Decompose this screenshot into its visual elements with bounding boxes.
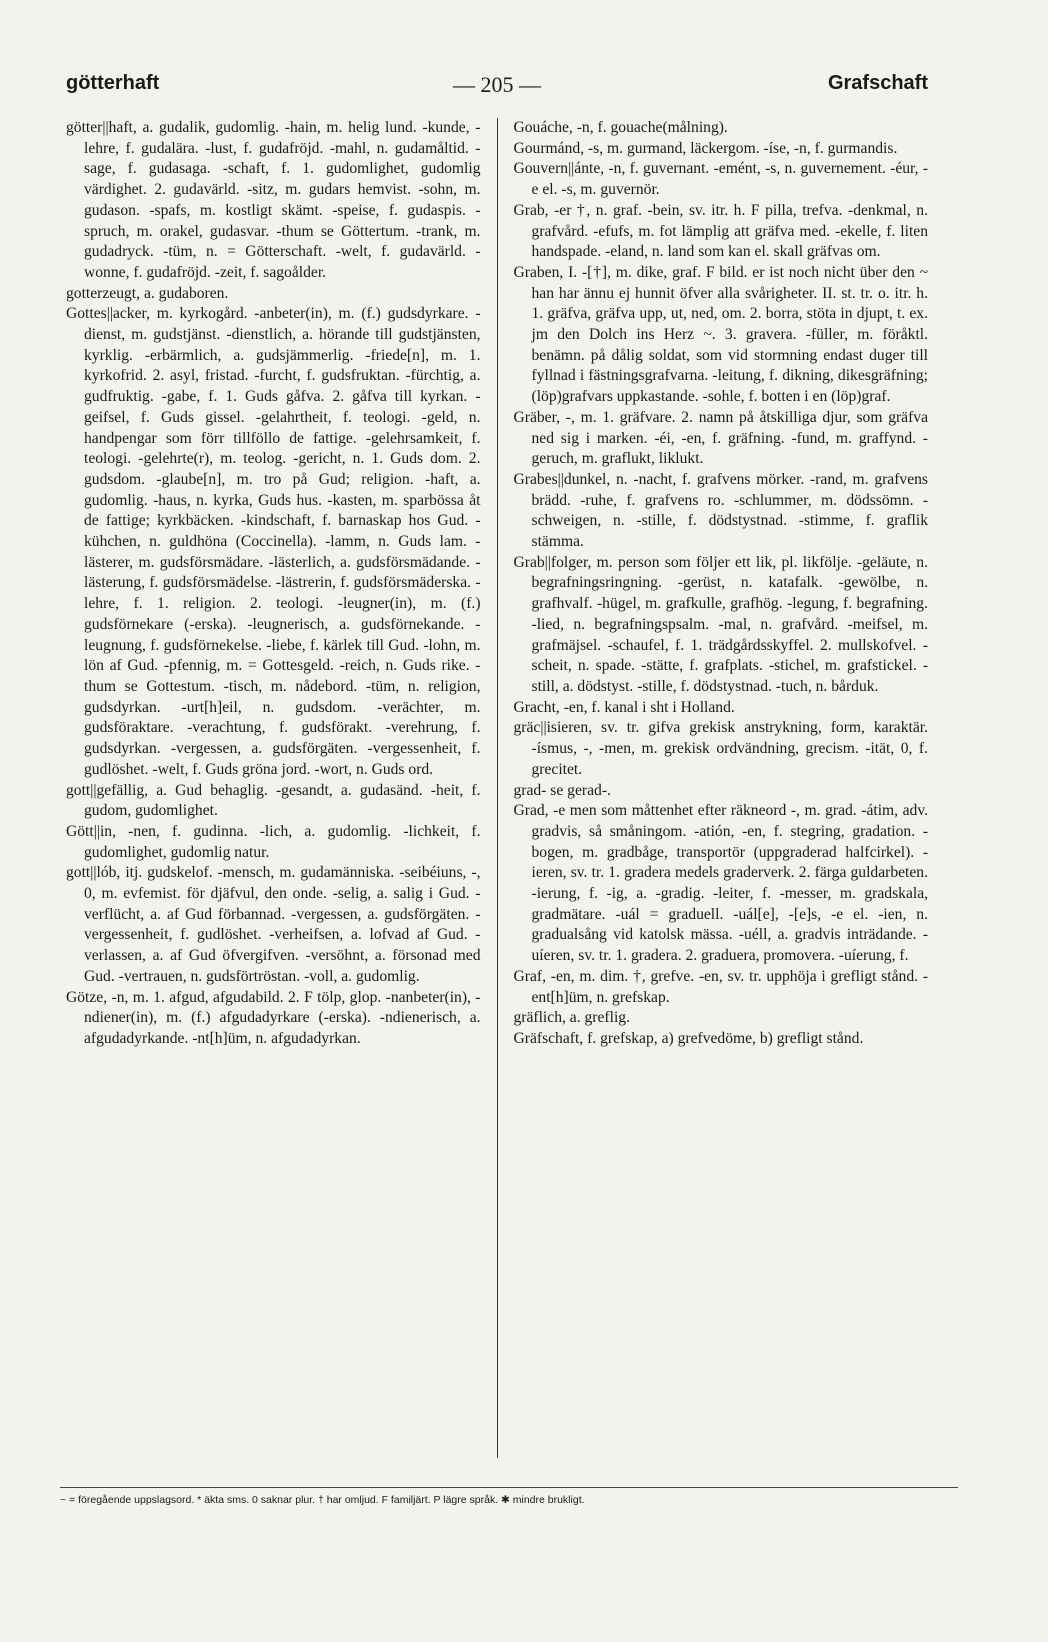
dictionary-entry: Gottes||acker, m. kyrkogård. -anbeter(in), m. (f.) gudsdyrkare. -dienst, m. gudstjänst. -dienstlich, a. hörande till gudstjänsten, kyrklig. -erbärmlich, a. gudsjämmerlig. -friede[n], m. 1. kyrkofrid. 2. asyl, fristad. -furcht, f. gudsfruktan. -fürchtig, a. gudfruktig. -gabe, f. 1. Guds gåfva. 2. gåfva till kyrkan. -geifsel, f. Guds gissel. -gelahrtheit, f. teologi. -geld, n. handpengar som förr tillföllo de fattige. -gelehrsamkeit, f. teologi. -gelehrte(r), m. teolog. -gericht, n. 1. Guds dom. 2. gudsdom. -glaube[n], m. tro på Gud; religion. -haft, a. gudomlig. -haus, n. kyrka, Guds hus. -kasten, m. sparbössa åt de fattige; kyrkbäcken. -kindschaft, f. barnaskap hos Gud. -kühchen, n. guldhöna (Coccinella). -lamm, n. Guds lam. -lästerer, m. gudsförsmädare. -lästerlich, a. gudsförsmädande. -lästerung, f. gudsförsmädelse. -lästrerin, f. gudsförsmäderska. -lehre, f. 1. religion. 2. teologi. -leugner(in), m. (f.) gudsförnekare (-erska). -leugnerisch, a. gudsförnekande. -leugnung, f. gudsförnekelse. -liebe, f. kärlek till Gud. -lohn, m. lön af Gud. -pfennig, m. = Gottesgeld. -reich, n. Guds rike. -thum se Gottestum. -tisch, m. nådebord. -tüm, n. religion, gudsdyrkan. -urt[h]eil, n. gudsdom. -verächter, m. gudsföraktare. -verachtung, f. gudsförakt. -verehrung, f. gudsdyrkan. -vergessen, a. gudsförgäten. -vergessenheit, f. gudlöshet. -welt, f. Guds gröna jord. -wort, n. Guds ord. bbox=[66, 305, 481, 778]
right-column bbox=[514, 118, 929, 1458]
dictionary-entry: Gött||in, -nen, f. gudinna. -lich, a. gudomlig. -lichkeit, f. gudomlighet, gudomlig natur. bbox=[66, 822, 481, 861]
dictionary-entry: Gräfschaft, f. grefskap, a) grefvedöme, b) grefligt stånd. bbox=[513, 1029, 864, 1047]
dictionary-entry: Gräber, -, m. 1. gräfvare. 2. namn på åtskilliga djur, som gräfva ned sig i marken. -éi, -en, f. gräfning. -fund, m. graffynd. -geruch, m. graflukt, liklukt. bbox=[513, 408, 929, 468]
dictionary-entry: Gourmánd, -s, m. gurmand, läckergom. -íse, -n, f. gurmandis. bbox=[513, 139, 898, 157]
header-left-guideword: götterhaft bbox=[66, 72, 160, 94]
dictionary-entry: Grad, -e men som måttenhet efter räkneord -, m. grad. -átim, adv. gradvis, så småningom. -atión, -en, f. stegring, gradation. -bogen, m. gradbåge, transportör (uppgraderad halfcirkel). -ieren, sv. tr. 1. gradera medels graderverk. 2. färga guldarbeten. -ierung, f. -ig, a. -gradig. -leiter, f. -messer, m. gradskala, gradmätare. -uál = graduell. -uál[e], -[e]s, -e el. -ien, n. gradualsång vid katolsk mässa. -uéll, a. gradvis inträdande. -uíeren, sv. tr. 1. gradera. 2. graduera, promovera. -uíerung, f. bbox=[513, 802, 929, 965]
dictionary-entry: gräflich, a. greflig. bbox=[513, 1009, 630, 1027]
dictionary-entry: Gouáche, -n, f. gouache(målning). bbox=[513, 119, 728, 136]
dictionary-entry: götter||haft, a. gudalik, gudomlig. -hain, m. helig lund. -kunde, -lehre, f. gudalära. -lust, f. gudafröjd. -mahl, n. gudamåltid. -sage, f. gudasaga. -schaft, f. 1. gudomlighet, gudomlig värdighet. 2. gudavärld. -sitz, m. gudars hemvist. -sohn, m. gudason. -spafs, m. kostligt skämt. -speise, f. gudaspis. -spruch, m. orakel, gudasvar. -thum se Göttertum. -trank, m. gudadryck. -tüm, n. = Götterschaft. -welt, f. gudavärld. -wonne, f. gudafröjd. -zeit, f. sagoålder. bbox=[66, 119, 481, 281]
dictionary-entry: grad- se gerad-. bbox=[513, 781, 611, 799]
dictionary-entry: gott||gefällig, a. Gud behaglig. -gesandt, a. gudasänd. -heit, f. gudom, gudomlighet. bbox=[66, 781, 481, 820]
dictionary-entry: Graf, -en, m. dim. †, grefve. -en, sv. tr. upphöja i grefligt stånd. -ent[h]üm, n. grefskap. bbox=[513, 967, 929, 1006]
text-columns bbox=[66, 118, 928, 1458]
column-divider bbox=[497, 118, 498, 1458]
left-column bbox=[66, 118, 481, 1458]
dictionary-entry: gotterzeugt, a. gudaboren. bbox=[66, 284, 229, 302]
dictionary-entry: Götze, -n, m. 1. afgud, afgudabild. 2. F tölp, glop. -nanbeter(in), -ndiener(in), m. (f.) afgudadyrkare (-erska). -ndienerisch, a. afgudadyrkande. -nt[h]üm, n. afgudadyrkan. bbox=[66, 988, 481, 1047]
dictionary-entry: Grab, -er †, n. graf. -bein, sv. itr. h. F pilla, trefva. -denkmal, n. grafvård. -efufs, m. fot lämplig att gräfva med. -ekelle, f. liten handspade. -eland, n. land som kan el. skall gräfvas om. bbox=[513, 201, 929, 261]
dictionary-entry: Gouvern||ánte, -n, f. guvernant. -emént, -s, n. guvernement. -éur, -e el. -s, m. guvernör. bbox=[513, 160, 929, 199]
abbreviation-key: ~ = föregående uppslagsord. * äkta sms. 0 saknar plur. † har omljud. F familjärt. P lägre språk. ✱ mindre brukligt. bbox=[60, 1487, 958, 1506]
dictionary-entry: Gracht, -en, f. kanal i sht i Holland. bbox=[513, 698, 735, 716]
dictionary-entry: gräc||isieren, sv. tr. gifva grekisk anstrykning, form, karaktär. -ísmus, -, -men, m. grekisk ordvändning, grecism. -ität, 0, f. grecitet. bbox=[513, 719, 929, 778]
page-number: — 205 — bbox=[453, 72, 541, 97]
running-head bbox=[66, 72, 928, 108]
dictionary-entry: gott||lób, itj. gudskelof. -mensch, m. gudamänniska. -seibéiuns, -, 0, m. evfemist. för djäfvul, den onde. -selig, a. salig i Gud. -verflücht, a. af Gud förbannad. -vergessen, a. gudsförgäten. -vergessenheit, f. gudlöshet. -verheifsen, a. lofvad af Gud. -verlassen, a. af Gud öfvergifven. -versöhnt, a. försonad med Gud. -vertrauen, n. gudsförtröstan. -voll, a. gudomlig. bbox=[66, 864, 481, 985]
dictionary-entry: Grabes||dunkel, n. -nacht, f. grafvens mörker. -rand, m. grafvens brädd. -ruhe, f. grafvens ro. -schlummer, m. dödssömn. -schweigen, n. -stille, f. dödstystnad. -stimme, f. graflik stämma. bbox=[513, 470, 929, 551]
dictionary-entry: Graben, I. -[†], m. dike, graf. F bild. er ist noch nicht über den ~ han har ännu ej hunnit öfver alla svårigheter. II. st. tr. o. itr. h. 1. gräfva, gräfva upp, ut, ned, om. 2. borra, stöta in djupt, t. ex. jm den Dolch ins Herz ~. 3. gravera. -füller, m. föråktl. benämn. på dålig soldat, som vid stormning endast duger till fyllnad i fästningsgrafvarna. -leitung, f. dikning, dikesgräfning; (löp)grafvars uppkastande. -sohle, f. botten i en (löp)graf. bbox=[513, 263, 929, 406]
header-right-guideword: Grafschaft bbox=[827, 72, 928, 94]
dictionary-entry: Grab||folger, m. person som följer ett lik, pl. likfölje. -geläute, n. begrafningsringning. -gerüst, n. katafalk. -gewölbe, n. grafhvalf. -hügel, m. grafkulle, grafhög. -legung, f. begrafning. -lied, n. begrafningspsalm. -mal, n. grafvård. -meifsel, m. grafmäjsel. -schaufel, f. 1. trädgårdsskyffel. 2. mullskofvel. -scheit, n. spade. -stätte, f. grafplats. -stichel, m. grafstickel. -still, a. dödstyst. -stille, f. dödstystnad. -tuch, n. bårduk. bbox=[513, 553, 929, 695]
